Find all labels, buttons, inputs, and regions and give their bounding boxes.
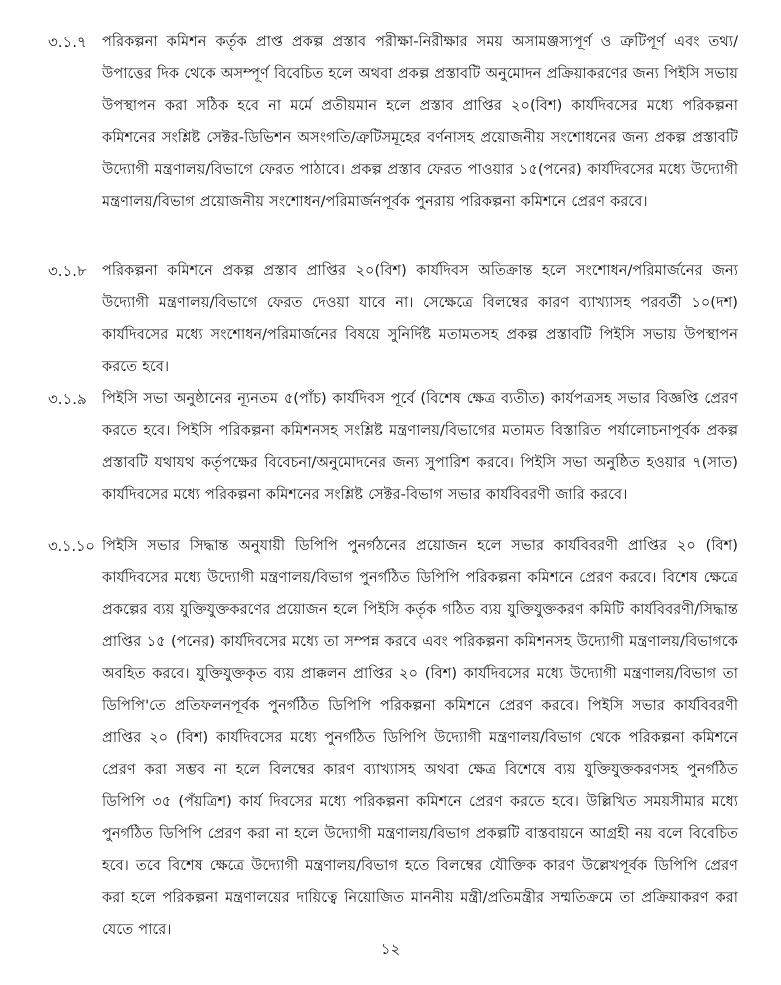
clause-3-1-9 bbox=[48, 383, 738, 511]
clause-text: পরিকল্পনা কমিশন কর্তৃক প্রাপ্ত প্রকল্প প্রস্তাব পরীক্ষা-নিরীক্ষার সময় অসামঞ্জস্যপূর্ণ ও ত্রুটিপূর্ণ এবং তথ্য/উপাত্তের দিক থেকে অসম্পূর্ণ বিবেচিত হলে অথবা প্রকল্প প্রস্তাবটি অনুমোদন প্রক্রিয়াকরণের জন্য পিইসি সভায় উপস্থাপন করা সঠিক হবে না মর্মে প্রতীয়মান হলে প্রস্তাব প্রাপ্তির ২০(বিশ) কার্যদিবসের মধ্যে পরিকল্পনা কমিশনের সংশ্লিষ্ট সেক্টর-ডিভিশন অসংগতি/ত্রুটিসমূহের বর্ণনাসহ প্রয়োজনীয় সংশোধনের জন্য প্রকল্প প্রস্তাবটি উদ্যোগী মন্ত্রণালয়/বিভাগে ফেরত পাঠাবে। প্রকল্প প্রস্তাব ফেরত পাওয়ার ১৫(পনের) কার্যদিবসের মধ্যে উদ্যোগী মন্ত্রণালয়/বিভাগ প্রয়োজনীয় সংশোধন/পরিমার্জনপূর্বক পুনরায় পরিকল্পনা কমিশনে প্রেরণ করবে। bbox=[102, 33, 738, 210]
clause-number: ৩.১.১০ bbox=[48, 537, 95, 555]
clause-number: ৩.১.৯ bbox=[48, 390, 87, 408]
clause-3-1-8 bbox=[48, 255, 738, 383]
clause-3-1-10 bbox=[48, 530, 738, 946]
clause-number: ৩.১.৮ bbox=[48, 262, 87, 280]
clause-number: ৩.১.৭ bbox=[48, 33, 87, 51]
clause-text: পিইসি সভা অনুষ্ঠানের ন্যূনতম ৫(পাঁচ) কার্যদিবস পূর্বে (বিশেষ ক্ষেত্র ব্যতীত) কার্যপত্রসহ সভার বিজ্ঞপ্তি প্রেরণ করতে হবে। পিইসি পরিকল্পনা কমিশনসহ সংশ্লিষ্ট মন্ত্রণালয়/বিভাগের মতামত বিস্তারিত পর্যালোচনাপূর্বক প্রকল্প প্রস্তাবটি যথাযথ কর্তৃপক্ষের বিবেচনা/অনুমোদনের জন্য সুপারিশ করবে। পিইসি সভা অনুষ্ঠিত হওয়ার ৭(সাত) কার্যদিবসের মধ্যে পরিকল্পনা কমিশনের সংশ্লিষ্ট সেক্টর-বিভাগ সভার কার্যবিবরণী জারি করবে। bbox=[102, 390, 738, 503]
clause-text: পরিকল্পনা কমিশনে প্রকল্প প্রস্তাব প্রাপ্তির ২০(বিশ) কার্যদিবস অতিক্রান্ত হলে সংশোধন/পরিমার্জনের জন্য উদ্যোগী মন্ত্রণালয়/বিভাগে ফেরত দেওয়া যাবে না। সেক্ষেত্রে বিলম্বের কারণ ব্যাখ্যাসহ পরবর্তী ১০(দশ) কার্যদিবসের মধ্যে সংশোধন/পরিমার্জনের বিষয়ে সুনির্দিষ্ট মতামতসহ প্রকল্প প্রস্তাবটি পিইসি সভায় উপস্থাপন করতে হবে। bbox=[102, 262, 738, 375]
clause-3-1-7 bbox=[48, 26, 738, 218]
page-number: ১২ bbox=[380, 940, 401, 958]
clause-text: পিইসি সভার সিদ্ধান্ত অনুযায়ী ডিপিপি পুনর্গঠনের প্রয়োজন হলে সভার কার্যবিবরণী প্রাপ্তির ২০ (বিশ) কার্যদিবসের মধ্যে উদ্যোগী মন্ত্রণালয়/বিভাগ পুনর্গঠিত ডিপিপি পরিকল্পনা কমিশনে প্রেরণ করবে। বিশেষ ক্ষেত্রে প্রকল্পের ব্যয় যুক্তিযুক্তকরণের প্রয়োজন হলে পিইসি কর্তৃক গঠিত ব্যয় যুক্তিযুক্তকরণ কমিটি কার্যবিবরণী/সিদ্ধান্ত প্রাপ্তির ১৫ (পনের) কার্যদিবসের মধ্যে তা সম্পন্ন করবে এবং পরিকল্পনা কমিশনসহ উদ্যোগী মন্ত্রণালয়/বিভাগকে অবহিত করবে। যুক্তিযুক্তকৃত ব্যয় প্রাক্কলন প্রাপ্তির ২০ (বিশ) কার্যদিবসের মধ্যে উদ্যোগী মন্ত্রণালয়/বিভাগ তা ডিপিপি'তে প্রতিফলনপূর্বক পুনর্গঠিত ডিপিপি পরিকল্পনা কমিশনে প্রেরণ করবে। পিইসি সভার কার্যবিবরণী প্রাপ্তির ২০ (বিশ) কার্যদিবসের মধ্যে পুনর্গঠিত ডিপিপি উদ্যোগী মন্ত্রণালয়/বিভাগ থেকে পরিকল্পনা কমিশনে প্রেরণ করা সম্ভব না হলে বিলম্বের কারণ ব্যাখ্যাসহ অথবা ক্ষেত্র বিশেষে ব্যয় যুক্তিযুক্তকরণসহ পুনর্গঠিত ডিপিপি ৩৫ (পঁয়ত্রিশ) কার্য দিবসের মধ্যে পরিকল্পনা কমিশনে প্রেরণ করতে হবে। উল্লিখিত সময়সীমার মধ্যে পুনর্গঠিত ডিপিপি প্রেরণ করা না হলে উদ্যোগী মন্ত্রণালয়/বিভাগ প্রকল্পটি বাস্তবায়নে আগ্রহী নয় বলে বিবেচিত হবে। তবে বিশেষ ক্ষেত্রে উদ্যোগী মন্ত্রণালয়/বিভাগ হতে বিলম্বের যৌক্তিক কারণ উল্লেখপূর্বক ডিপিপি প্রেরণ করা হলে পরিকল্পনা মন্ত্রণালয়ের দায়িত্বে নিয়োজিত মাননীয় মন্ত্রী/প্রতিমন্ত্রীর সম্মতিক্রমে তা প্রক্রিয়াকরণ করা যেতে পারে। bbox=[102, 537, 738, 938]
